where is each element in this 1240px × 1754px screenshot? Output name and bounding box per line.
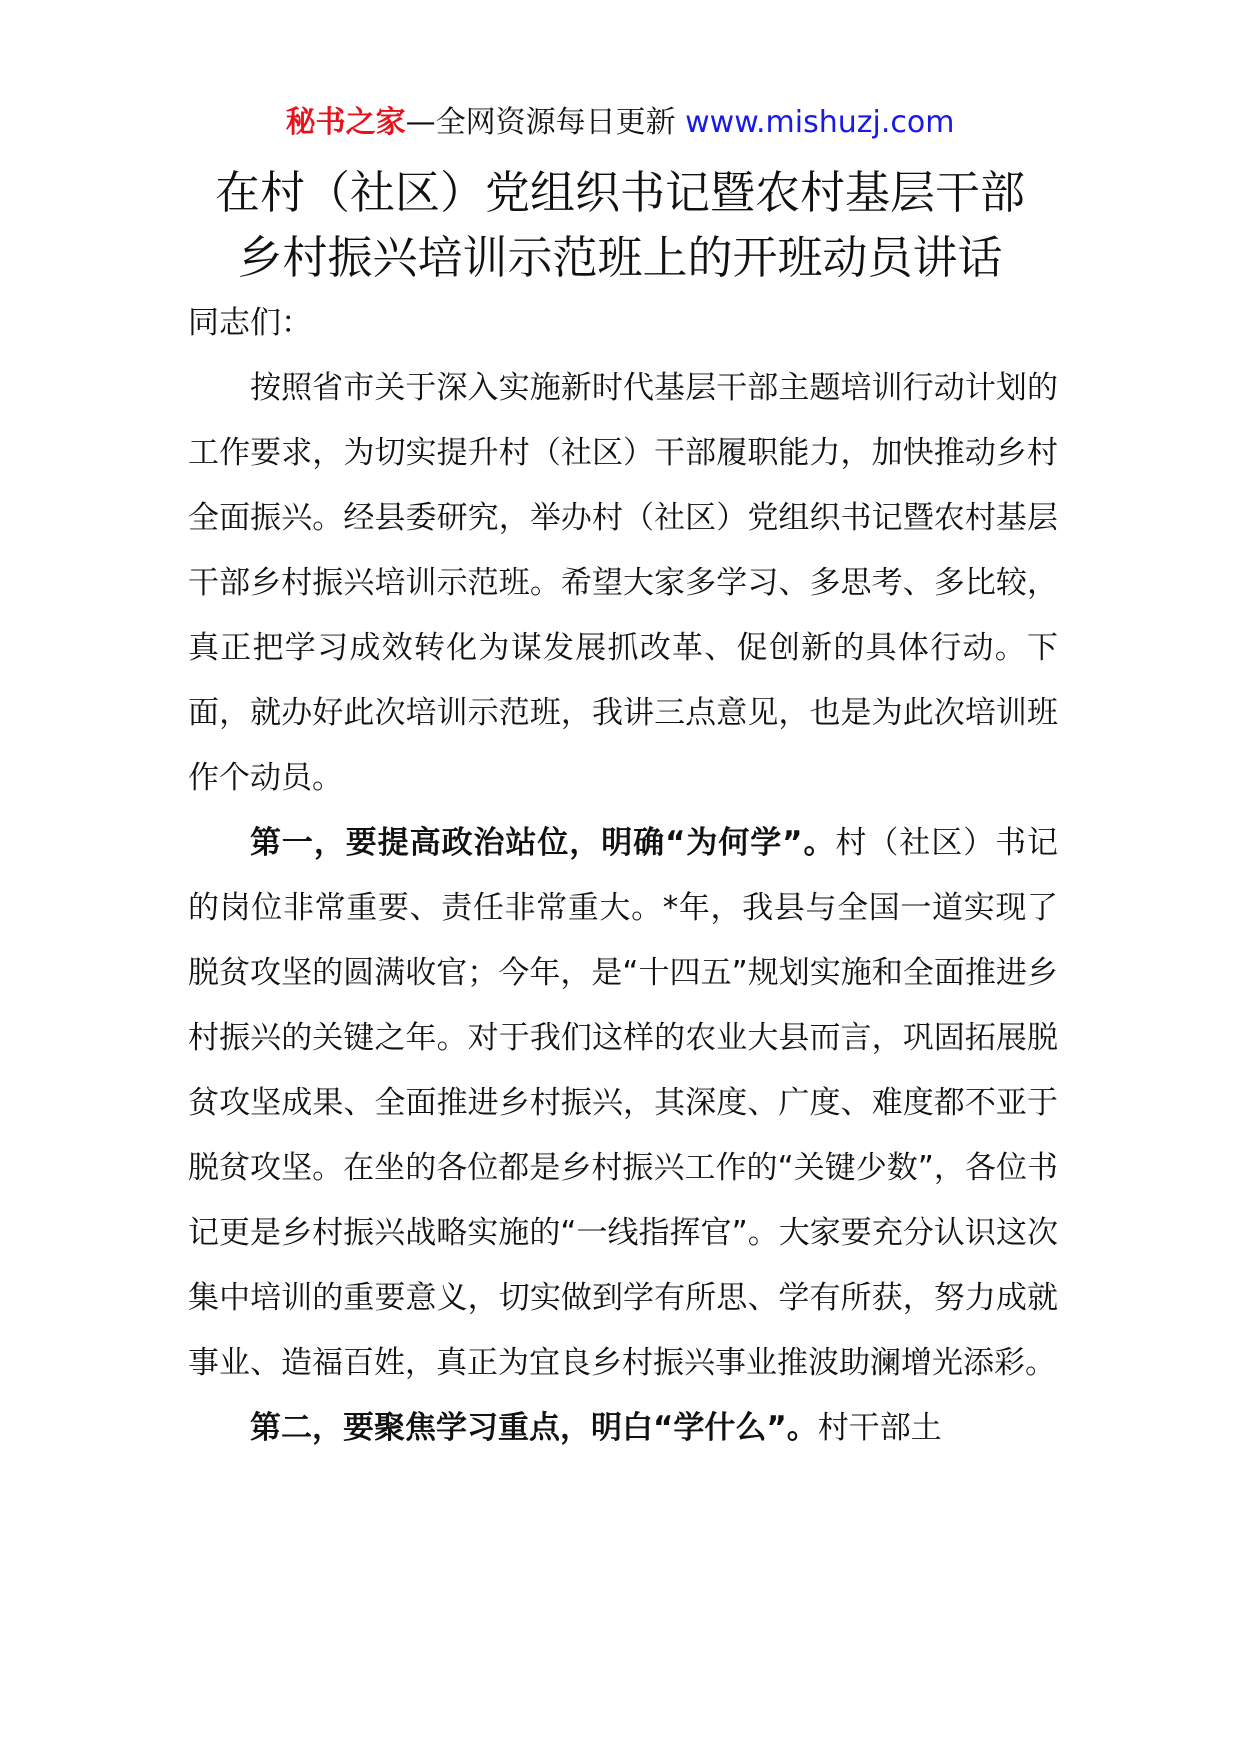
document-title-line-1: 在村（社区）党组织书记暨农村基层干部 [214,166,1025,219]
document-body [188,291,1058,1461]
paragraph-text: 村干部土 [817,1410,942,1446]
paragraph-second-point [188,1396,1058,1461]
paragraph-intro [188,356,1058,811]
paragraph-text: 村（社区）书记的岗位非常重要、责任非常重大。*年，我县与全国一道实现了脱贫攻坚的圆满收官；今年，是“十四五”规划实施和全面推进乡村振兴的关键之年。对于我们这样的农业大县而言，巩固拓展脱贫攻坚成果、全面推进乡村振兴，其深度、广度、难度都不亚于脱贫攻坚。在坐的各位都是乡村振兴工作的“关键少数”，各位书记更是乡村振兴战略实施的“一线指挥官”。大家要充分认识这次集中培训的重要意义，切实做到学有所思、学有所获，努力成就事业、造福百姓，真正为宜良乡村振兴事业推波助澜增光添彩。 [188,825,1059,1381]
site-header [0,100,1240,146]
site-url-link[interactable]: www.mishuzj.com [685,105,955,140]
site-brand: 秘书之家 [285,105,406,140]
site-tagline: —全网资源每日更新 [405,105,686,140]
paragraph-text: 按照省市关于深入实施新时代基层干部主题培训行动计划的工作要求，为切实提升村（社区）干部履职能力，加快推动乡村全面振兴。经县委研究，举办村（社区）党组织书记暨农村基层干部乡村振兴培训示范班。希望大家多学习、多思考、多比较，真正把学习成效转化为谋发展抓改革、促创新的具体行动。下面，就办好此次培训示范班，我讲三点意见，也是为此次培训班作个动员。 [188,370,1058,796]
paragraph-heading: 第一，要提高政治站位，明确“为何学”。 [250,825,836,861]
document-title-line-2: 乡村振兴培训示范班上的开班动员讲话 [237,231,1003,284]
paragraph-first-point [188,811,1058,1396]
greeting: 同志们： [188,305,312,341]
paragraph-heading: 第二，要聚焦学习重点，明白“学什么”。 [250,1410,818,1446]
